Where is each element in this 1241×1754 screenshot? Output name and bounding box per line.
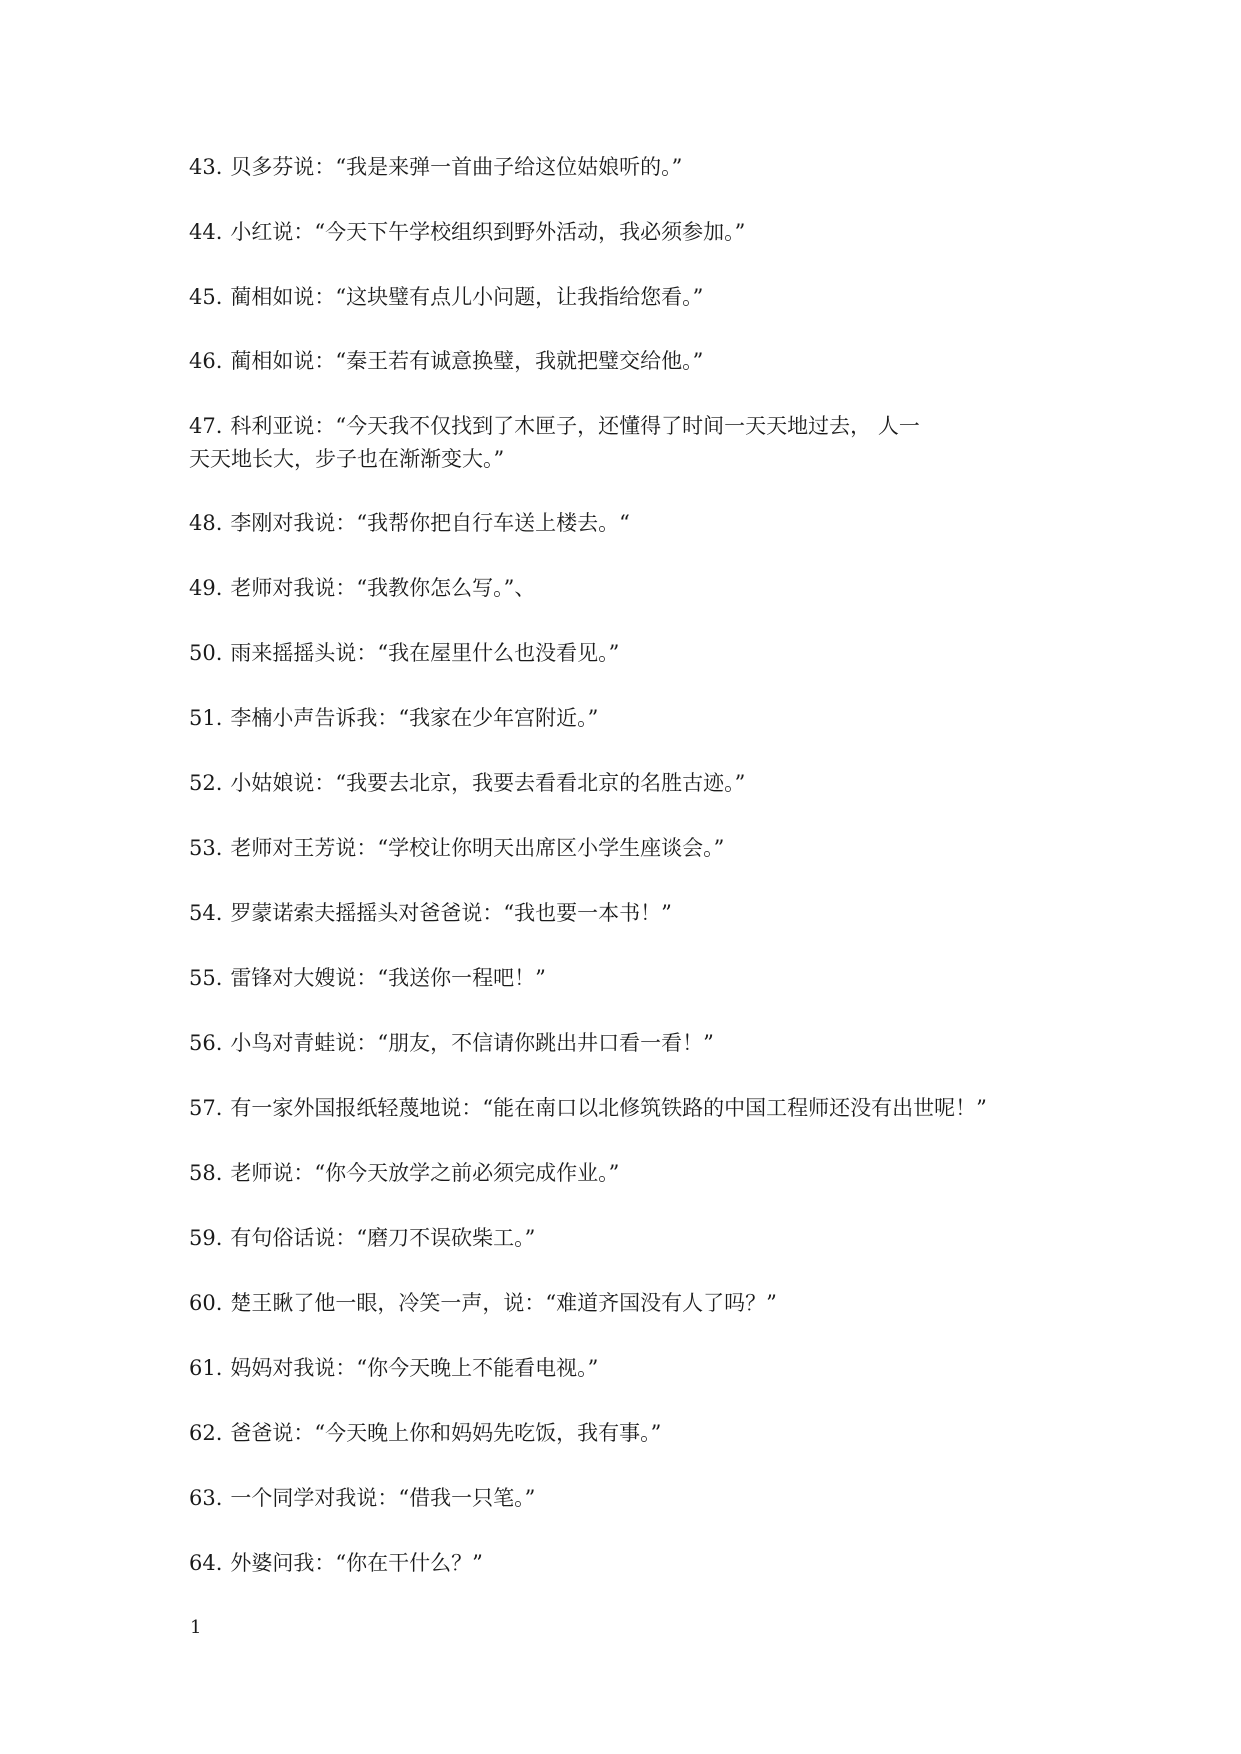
item-text-continuation: 天天地长大，步子也在渐渐变大。”: [189, 447, 505, 471]
item-number: 53.: [189, 836, 223, 860]
item-text: 妈妈对我说：“你今天晚上不能看电视。”: [230, 1356, 599, 1380]
item-number: 54.: [189, 901, 223, 925]
item-text: 雷锋对大嫂说：“我送你一程吧！”: [230, 966, 546, 990]
item-text: 爸爸说：“今天晚上你和妈妈先吃饭，我有事。”: [230, 1421, 662, 1445]
item-number: 57.: [189, 1096, 223, 1120]
item-number: 63.: [189, 1486, 223, 1510]
item-number: 48.: [189, 511, 223, 535]
item-text: 李刚对我说：“我帮你把自行车送上楼去。“: [230, 511, 630, 535]
sentence-item-46: [189, 345, 1069, 378]
item-text: 李楠小声告诉我：“我家在少年宫附近。”: [230, 706, 599, 730]
item-text: 小姑娘说：“我要去北京，我要去看看北京的名胜古迹。”: [230, 771, 746, 795]
sentence-item-57: [189, 1092, 1069, 1125]
item-text: 小鸟对青蛙说：“朋友，不信请你跳出井口看一看！”: [230, 1031, 714, 1055]
sentence-item-58: [189, 1157, 1069, 1190]
item-text: 雨来摇摇头说：“我在屋里什么也没看见。”: [230, 641, 620, 665]
sentence-item-48: [189, 507, 1069, 540]
item-number: 50.: [189, 641, 223, 665]
sentence-item-59: [189, 1222, 1069, 1255]
sentence-item-61: [189, 1352, 1069, 1385]
item-text: 老师对我说：“我教你怎么写。”、: [230, 576, 536, 600]
sentence-item-50: [189, 637, 1069, 670]
item-text: 蔺相如说：“秦王若有诚意换璧，我就把璧交给他。”: [230, 349, 704, 373]
sentence-item-55: [189, 962, 1069, 995]
item-number: 55.: [189, 966, 223, 990]
item-number: 46.: [189, 349, 223, 373]
sentence-item-51: [189, 702, 1069, 735]
item-number: 58.: [189, 1161, 223, 1185]
item-number: 59.: [189, 1226, 223, 1250]
sentence-item-63: [189, 1482, 1069, 1515]
item-text: 老师对王芳说：“学校让你明天出席区小学生座谈会。”: [230, 836, 725, 860]
item-number: 49.: [189, 576, 223, 600]
item-number: 44.: [189, 220, 223, 244]
item-text: 一个同学对我说：“借我一只笔。”: [230, 1486, 536, 1510]
sentence-item-64: [189, 1547, 1069, 1580]
sentence-item-56: [189, 1027, 1069, 1060]
item-number: 62.: [189, 1421, 223, 1445]
item-number: 52.: [189, 771, 223, 795]
item-number: 64.: [189, 1551, 223, 1575]
item-number: 60.: [189, 1291, 223, 1315]
item-text: 贝多芬说：“我是来弹一首曲子给这位姑娘听的。”: [230, 155, 683, 179]
item-text: 有一家外国报纸轻蔑地说：“能在南口以北修筑铁路的中国工程师还没有出世呢！”: [230, 1096, 987, 1120]
item-text: 蔺相如说：“这块璧有点儿小问题，让我指给您看。”: [230, 285, 704, 309]
item-text: 有句俗话说：“磨刀不误砍柴工。”: [230, 1226, 536, 1250]
sentence-item-44: [189, 216, 1069, 249]
sentence-item-54: [189, 897, 1069, 930]
item-text: 小红说：“今天下午学校组织到野外活动，我必须参加。”: [230, 220, 746, 244]
item-number: 45.: [189, 285, 223, 309]
item-number: 47.: [189, 414, 223, 438]
page-number: 1: [190, 1617, 202, 1638]
item-text: 罗蒙诺索夫摇摇头对爸爸说：“我也要一本书！”: [230, 901, 672, 925]
sentence-item-43: [189, 151, 1069, 184]
sentence-item-45: [189, 281, 1069, 314]
sentence-item-49: [189, 572, 1069, 605]
item-text: 外婆问我：“你在干什么？”: [230, 1551, 483, 1575]
sentence-item-62: [189, 1417, 1069, 1450]
sentence-item-52: [189, 767, 1069, 800]
sentence-item-60: [189, 1287, 1069, 1320]
sentence-item-47: [189, 410, 1069, 476]
item-number: 51.: [189, 706, 223, 730]
item-number: 61.: [189, 1356, 223, 1380]
item-text: 老师说：“你今天放学之前必须完成作业。”: [230, 1161, 620, 1185]
item-text: 科利亚说：“今天我不仅找到了木匣子，还懂得了时间一天天地过去， 人一: [230, 414, 920, 438]
sentence-item-53: [189, 832, 1069, 865]
item-number: 43.: [189, 155, 223, 179]
item-text: 楚王瞅了他一眼，冷笑一声，说：“难道齐国没有人了吗？”: [230, 1291, 777, 1315]
item-number: 56.: [189, 1031, 223, 1055]
